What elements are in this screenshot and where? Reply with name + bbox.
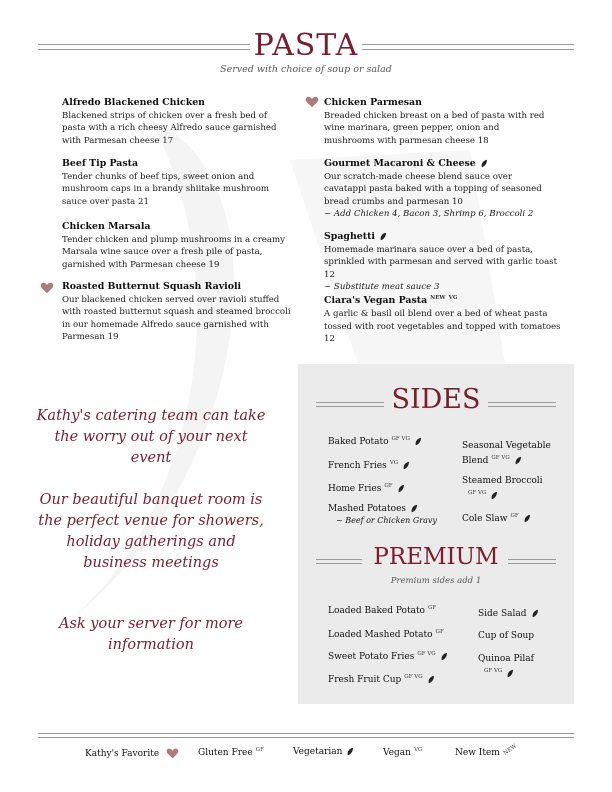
side-tags: GF VG <box>484 668 503 674</box>
vegetarian-leaf-icon <box>523 514 531 523</box>
side-tags: GF VG <box>404 674 423 680</box>
premium-title: PREMIUM <box>373 544 499 570</box>
item-name: Alfredo Blackened Chicken <box>62 97 205 108</box>
sides-title: SIDES <box>391 384 481 415</box>
legend-gluten-free-label: Gluten Free <box>198 748 253 758</box>
side-item <box>328 503 437 527</box>
promo-catering: Kathy's catering team can take the worry out of your next event <box>36 408 266 466</box>
vegetarian-leaf-icon <box>379 232 387 241</box>
item-name-text: Ciara's Vegan Pasta <box>324 295 428 307</box>
premium-subtitle: Premium sides add 1 <box>390 576 482 586</box>
side-tags: VG <box>389 460 399 466</box>
premium-item <box>328 648 448 663</box>
vegetarian-leaf-icon <box>514 456 522 465</box>
side-name: Quinoa Pilaf <box>478 654 535 664</box>
side-item <box>328 480 405 495</box>
side-name: Fresh Fruit Cup <box>328 675 402 685</box>
premium-item <box>478 653 534 680</box>
item-desc: Our blackened chicken served over ravioli stuffed with roasted butternut squash and steamed broccoli in our homemade Alfredo sauce garnished with Parmesan 19 <box>62 295 291 342</box>
menu-item <box>62 97 287 147</box>
side-tags: GF VG <box>417 651 436 657</box>
vegetarian-leaf-icon <box>480 159 488 168</box>
side-item <box>328 457 410 472</box>
premium-item <box>478 630 534 642</box>
vegetarian-leaf-icon <box>531 609 539 618</box>
legend-favorite <box>85 747 179 760</box>
promo-ask-server: Ask your server for more information <box>58 616 243 653</box>
item-addon: ~ Add Chicken 4, Bacon 3, Shrimp 6, Broccoli 2 <box>324 208 534 219</box>
item-name: Beef Tip Pasta <box>62 158 139 169</box>
item-desc: Blackened strips of chicken over a fresh bed of pasta with a rich cheesy Alfredo sauce garnished with Parmesan cheese 17 <box>62 111 277 146</box>
vegan-badge: VG <box>448 295 458 301</box>
side-name: Cup of Soup <box>478 631 535 641</box>
premium-item <box>328 602 436 617</box>
item-desc: Breaded chicken breast on a bed of pasta with red wine marinara, green pepper, onion and mushrooms with parmesan cheese 18 <box>324 111 545 146</box>
menu-item <box>62 158 287 208</box>
side-name: Sweet Potato Fries <box>328 652 415 662</box>
pasta-subtitle: Served with choice of soup or salad <box>220 64 392 75</box>
side-item <box>462 475 562 502</box>
vegetarian-leaf-icon <box>346 747 354 756</box>
new-badge: NEW <box>430 295 446 301</box>
side-name: Side Salad <box>478 609 527 619</box>
pasta-title: PASTA <box>253 28 359 63</box>
menu-item <box>324 97 549 147</box>
sides-panel <box>298 364 574 704</box>
favorite-heart-icon <box>40 281 54 295</box>
item-name <box>324 231 559 243</box>
gf-badge: GF <box>255 747 264 753</box>
legend-vegan-label: Vegan <box>383 748 411 758</box>
vg-badge: VG <box>413 747 423 753</box>
menu-item <box>324 231 559 293</box>
vegetarian-leaf-icon <box>414 437 422 446</box>
legend-vegetarian <box>293 747 354 757</box>
legend-vegan <box>383 747 422 758</box>
legend-new-item <box>455 743 518 758</box>
item-desc: A garlic & basil oil blend over a bed of wheat pasta tossed with root vegetables and topped with tomatoes 12 <box>324 309 561 344</box>
side-tags: GF VG <box>468 490 487 496</box>
side-tags: GF VG <box>491 455 510 461</box>
vegetarian-leaf-icon <box>427 675 435 684</box>
side-tags: GF <box>435 629 444 635</box>
side-item <box>462 440 562 467</box>
premium-item <box>328 626 444 641</box>
item-name: Roasted Butternut Squash Ravioli <box>62 281 242 292</box>
pasta-header <box>0 28 612 62</box>
side-name: French Fries <box>328 461 387 471</box>
side-name: Cole Slaw <box>462 514 508 524</box>
side-name: Home Fries <box>328 484 382 494</box>
favorite-heart-icon <box>166 747 179 760</box>
vegetarian-leaf-icon <box>397 484 405 493</box>
side-name: Steamed Broccoli <box>462 476 543 486</box>
vegetarian-leaf-icon <box>506 669 514 678</box>
menu-item <box>324 292 564 345</box>
vegetarian-leaf-icon <box>440 652 448 661</box>
premium-item <box>478 608 539 620</box>
side-tags: GF VG <box>391 436 410 442</box>
promo-banquet: Our beautiful banquet room is the perfect venue for showers, holiday gatherings and business meetings <box>38 492 264 571</box>
menu-item <box>62 221 287 271</box>
legend-vegetarian-label: Vegetarian <box>293 747 343 757</box>
menu-item <box>62 281 294 343</box>
side-name: Baked Potato <box>328 437 389 447</box>
legend-favorite-label: Kathy's Favorite <box>85 749 160 759</box>
side-name: Loaded Mashed Potato <box>328 630 433 640</box>
side-item <box>462 510 531 525</box>
premium-item <box>328 671 435 686</box>
favorite-heart-icon <box>305 95 319 109</box>
item-addon: ~ Substitute meat sauce 3 <box>324 281 440 292</box>
side-tags: GF <box>427 605 437 611</box>
vegetarian-leaf-icon <box>490 491 498 500</box>
item-name-text: Spaghetti <box>324 231 375 242</box>
item-name: Chicken Marsala <box>62 221 151 232</box>
side-item <box>328 433 422 448</box>
legend-gluten-free <box>198 747 264 758</box>
side-tags: GF <box>384 483 393 489</box>
item-name <box>324 158 549 170</box>
item-desc: Tender chicken and plump mushrooms in a creamy Marsala wine sauce over a fresh pile of pasta, garnished with Parmesan cheese 19 <box>62 235 286 270</box>
legend-rule <box>38 733 574 738</box>
item-name-text: Gourmet Macaroni & Cheese <box>324 158 476 169</box>
new-badge: NEW <box>502 743 518 757</box>
side-name: Mashed Potatoes <box>328 504 407 514</box>
legend-new-item-label: New Item <box>455 748 500 758</box>
item-desc: Our scratch-made cheese blend sauce over cavatappi pasta baked with a topping of seasoned bread crumbs and parmesan 10 <box>324 172 542 207</box>
item-desc: Homemade marinara sauce over a bed of pasta, sprinkled with parmesan and served with garlic toast 12 <box>324 245 558 280</box>
item-name <box>324 292 564 307</box>
menu-item <box>324 158 549 220</box>
side-name: Loaded Baked Potato <box>328 606 425 616</box>
side-note: ~ Beef or Chicken Gravy <box>336 516 437 525</box>
item-name: Chicken Parmesan <box>324 97 422 108</box>
vegetarian-leaf-icon <box>402 461 410 470</box>
side-name: Seasonal Vegetable Blend <box>462 441 551 466</box>
item-desc: Tender chunks of beef tips, sweet onion and mushroom caps in a brandy shiitake mushroom sauce over pasta 21 <box>62 172 270 207</box>
vegetarian-leaf-icon <box>410 504 418 513</box>
side-tags: GF <box>510 513 519 519</box>
